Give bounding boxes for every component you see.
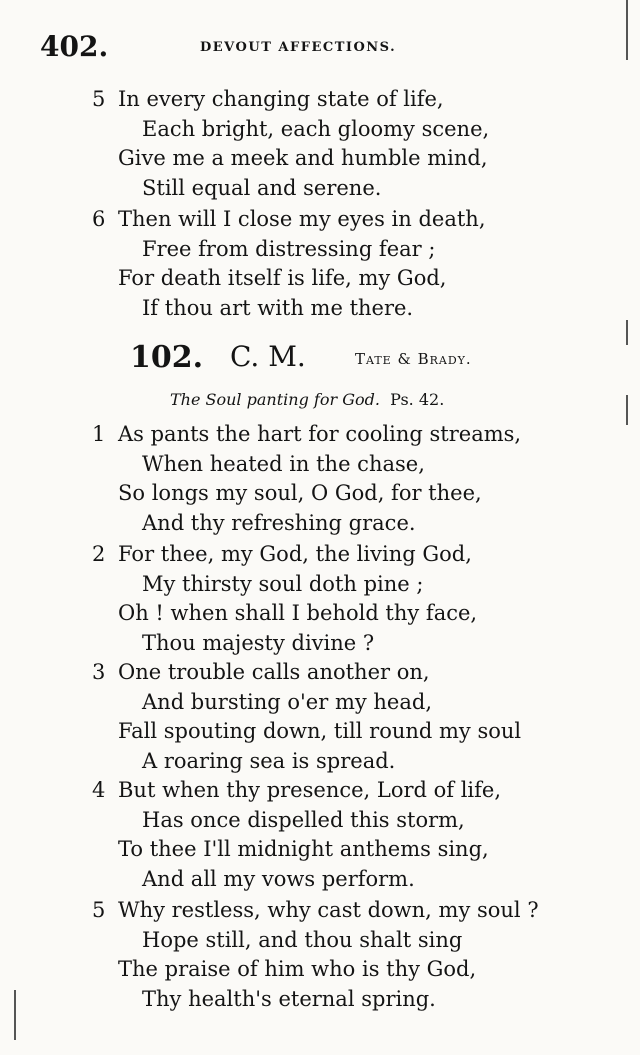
stanza-line: And all my vows perform. [142, 866, 415, 891]
stanza-line: 5 In every changing state of life, [92, 85, 489, 115]
stanza-3 [92, 658, 521, 776]
section-title: DEVOUT AFFECTIONS. [200, 40, 397, 55]
stanza-line: And thy refreshing grace. [142, 510, 416, 535]
stanza-line: For death itself is life, my God, [118, 266, 447, 290]
stanza-line: 5 Why restless, why cast down, my soul ? [92, 896, 539, 926]
stanza-line: Oh ! when shall I behold thy face, [118, 601, 478, 625]
stanza-line: Thou majesty divine ? [142, 630, 375, 655]
stanza-number: 2 [92, 542, 106, 566]
stanza-line: 3 One trouble calls another on, [92, 658, 521, 688]
stanza-line: Still equal and serene. [142, 175, 382, 200]
stanza-number: 4 [92, 778, 106, 802]
stanza-line: Free from distressing fear ; [142, 236, 436, 261]
stanza-number: 5 [92, 898, 106, 922]
stanza-line: A roaring sea is spread. [142, 748, 396, 773]
stanza-line: 2 For thee, my God, the living God, [92, 540, 477, 570]
hymn-subtitle [170, 390, 444, 409]
stanza-line: The praise of him who is thy God, [118, 957, 477, 981]
stanza-line: 4 But when thy presence, Lord of life, [92, 776, 501, 806]
hymn-author: Tate & Brady. [355, 350, 472, 368]
stanza-line: If thou art with me there. [142, 295, 414, 320]
stanza-number: 1 [92, 422, 106, 446]
stanza-4 [92, 776, 501, 894]
stanza-line: Has once dispelled this storm, [142, 807, 465, 832]
stanza-line: So longs my soul, O God, for thee, [118, 481, 482, 505]
hymn-header [130, 340, 510, 380]
scan-margin-mark [626, 395, 628, 425]
stanza-number: 6 [92, 207, 106, 231]
stanza-5 [92, 896, 539, 1014]
stanza-prev-6 [92, 205, 486, 323]
stanza-number: 5 [92, 87, 106, 111]
hymn-subtitle-text: The Soul panting for God. [170, 390, 380, 409]
stanza-line: Give me a meek and humble mind, [118, 146, 488, 170]
page-number: 402. [40, 30, 109, 63]
stanza-line: My thirsty soul doth pine ; [142, 571, 424, 596]
stanza-prev-5 [92, 85, 489, 203]
stanza-line: Each bright, each gloomy scene, [142, 116, 490, 141]
scan-margin-mark [626, 0, 628, 60]
stanza-line: Fall spouting down, till round my soul [118, 719, 522, 743]
scan-margin-mark [14, 990, 16, 1040]
stanza-line: And bursting o'er my head, [142, 689, 432, 714]
running-head [40, 30, 460, 70]
stanza-line: To thee I'll midnight anthems sing, [118, 837, 489, 861]
scan-margin-mark [626, 320, 628, 345]
hymn-number: 102. [130, 340, 204, 375]
stanza-line: Thy health's eternal spring. [142, 986, 436, 1011]
stanza-line: Hope still, and thou shalt sing [142, 927, 463, 952]
stanza-2 [92, 540, 477, 658]
hymn-reference: Ps. 42. [390, 390, 445, 409]
stanza-line: 1 As pants the hart for cooling streams, [92, 420, 521, 450]
stanza-1 [92, 420, 521, 538]
hymn-meter: C. M. [230, 340, 306, 373]
stanza-number: 3 [92, 660, 106, 684]
stanza-line: 6 Then will I close my eyes in death, [92, 205, 486, 235]
stanza-line: When heated in the chase, [142, 451, 425, 476]
